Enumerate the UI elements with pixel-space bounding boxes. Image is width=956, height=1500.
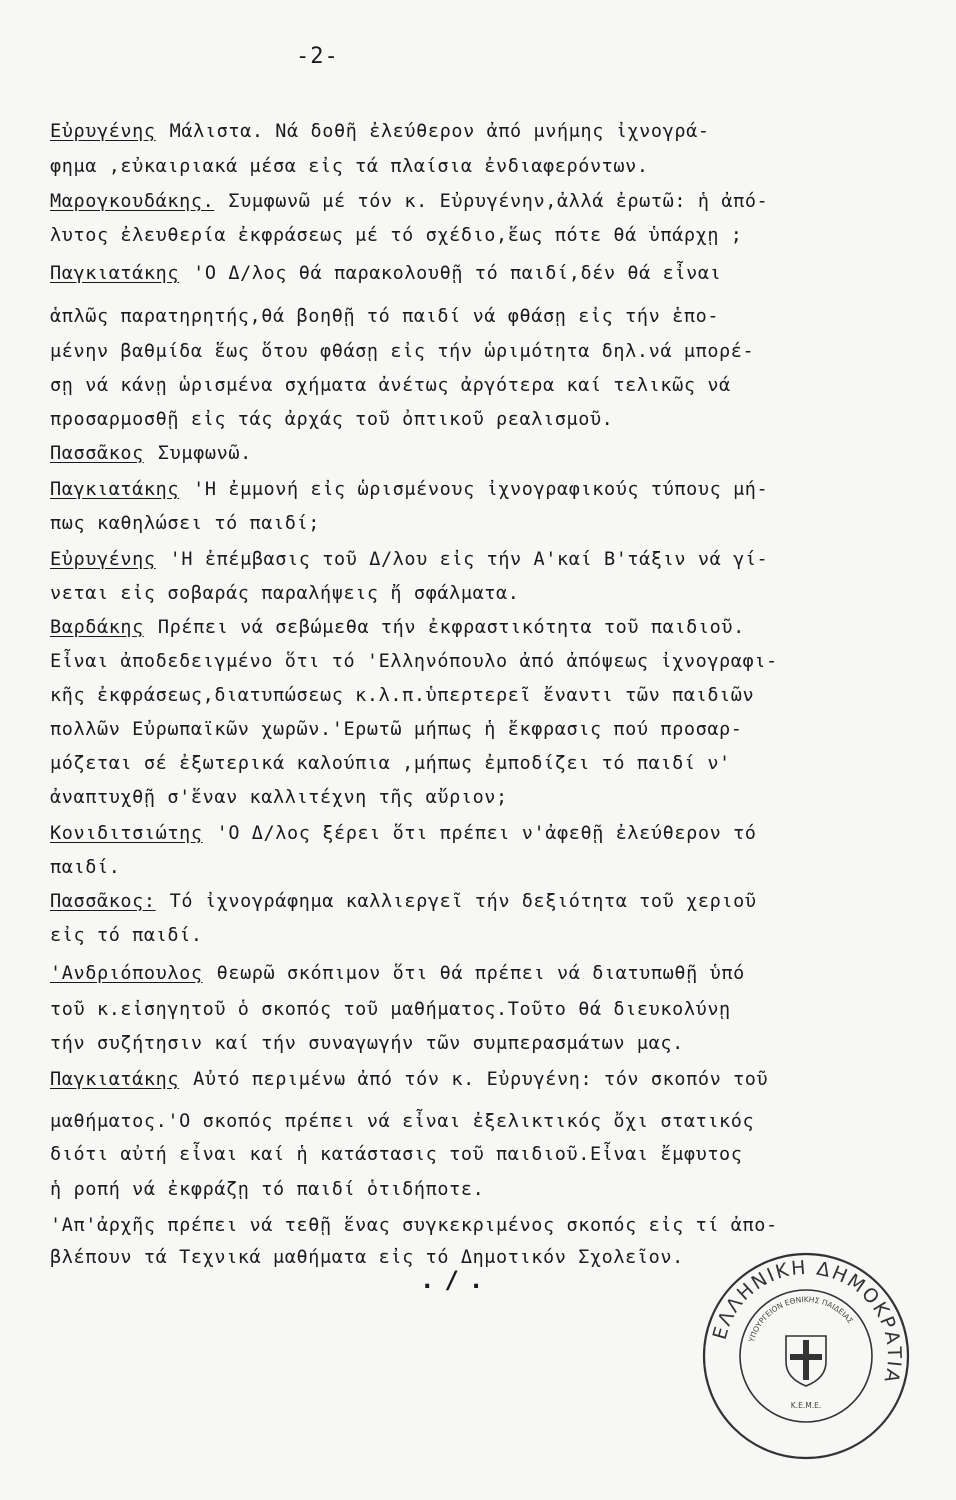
- transcript-line: [50, 340, 920, 364]
- transcript-line: [50, 478, 920, 502]
- transcript-line: [50, 442, 920, 466]
- speaker-name: Παγκιατάκης: [50, 263, 180, 284]
- line-text: Τό ἰχνογράφημα καλλιεργεῖ τήν δεξιότητα τοῦ χεριοῦ: [169, 891, 757, 912]
- line-text: τήν συζήτησιν καί τήν συναγωγήν τῶν συμπερασμάτων μας.: [50, 1033, 684, 1054]
- line-text: ἁπλῶς παρατηρητής,θά βοηθῇ τό παιδί νά φθάσῃ εἰς τήν ἑπο-: [50, 306, 720, 327]
- speaker-name: Παγκιατάκης: [50, 479, 180, 500]
- seal-bottom-text: Κ.Ε.Μ.Ε.: [790, 1401, 822, 1410]
- line-text: Μάλιστα. Νά δοθῆ ἐλεύθερον ἀπό μνήμης ἰχνογρά-: [169, 121, 710, 142]
- transcript-line: [50, 924, 920, 948]
- transcript-line: [50, 305, 920, 329]
- continuation-mark: ./.: [420, 1266, 494, 1294]
- line-text: νεται εἰς σοβαράς παραλήψεις ἤ σφάλματα.: [50, 583, 520, 604]
- speaker-name: Μαρογκουδάκης.: [50, 191, 215, 212]
- line-text: προσαρμοσθῇ εἰς τάς ἀρχάς τοῦ ὀπτικοῦ ρεαλισμοῦ.: [50, 409, 614, 430]
- transcript-line: [50, 548, 920, 572]
- transcript-line: [50, 650, 920, 674]
- speaker-name: Πασσᾶκος: [50, 443, 144, 464]
- line-text: μένην βαθμίδα ἕως ὅτου φθάσῃ εἰς τήν ὡριμότητα δηλ.νά μπορέ-: [50, 341, 755, 362]
- transcript-line: [50, 822, 920, 846]
- line-text: μόζεται σέ ἐξωτερικά καλούπια ,μήπως ἐμποδίζει τό παιδί ν': [50, 753, 731, 774]
- transcript-line: [50, 890, 920, 914]
- transcript-line: [50, 998, 920, 1022]
- transcript-line: [50, 582, 920, 606]
- line-text: παιδί.: [50, 857, 121, 878]
- transcript-line: [50, 616, 920, 640]
- line-text: Συμφωνῶ μέ τόν κ. Εὐρυγένην,ἀλλά ἐρωτῶ: ἡ ἀπό-: [228, 191, 769, 212]
- seal-inner-text: ΥΠΟΥΡΓΕΙΟΝ ΕΘΝΙΚΗΣ ΠΑΙΔΕΙΑΣ: [746, 1294, 855, 1344]
- transcript-line: [50, 752, 920, 776]
- speaker-name: Παγκιατάκης: [50, 1069, 180, 1090]
- line-text: διότι αὐτή εἶναι καί ἡ κατάστασις τοῦ παιδιοῦ.Εἶναι ἔμφυτος: [50, 1144, 743, 1165]
- transcript-line: [50, 262, 920, 286]
- line-text: φημα ,εὐκαιριακά μέσα εἰς τά πλαίσια ἐνδιαφερόντων.: [50, 156, 649, 177]
- line-text: μαθήματος.'Ο σκοπός πρέπει νά εἶναι ἐξελικτικός ὄχι στατικός: [50, 1111, 755, 1132]
- transcript-line: [50, 120, 920, 144]
- line-text: τοῦ κ.εἰσηγητοῦ ὁ σκοπός τοῦ μαθήματος.Τοῦτο θά διευκολύνῃ: [50, 999, 731, 1020]
- speaker-name: 'Ανδριόπουλος: [50, 963, 203, 984]
- line-text: Πρέπει νά σεβώμεθα τήν ἐκφραστικότητα τοῦ παιδιοῦ.: [157, 617, 745, 638]
- transcript-line: [50, 786, 920, 810]
- line-text: 'Η ἐμμονή εἰς ὡρισμένους ἰχνογραφικούς τύπους μή-: [193, 479, 769, 500]
- transcript-line: [50, 224, 920, 248]
- line-text: Συμφωνῶ.: [157, 443, 252, 464]
- line-text: Αὐτό περιμένω ἀπό τόν κ. Εὐρυγένη: τόν σκοπόν τοῦ: [193, 1069, 769, 1090]
- transcript-line: [50, 1110, 920, 1134]
- transcript-line: [50, 374, 920, 398]
- line-text: σῃ νά κάνῃ ὡρισμένα σχήματα ἀνέτως ἀργότερα καί τελικῶς νά: [50, 375, 731, 396]
- line-text: λυτος ἐλευθερία ἐκφράσεως μέ τό σχέδιο,ἕως πότε θά ὑπάρχῃ ;: [50, 225, 743, 246]
- line-text: πολλῶν Εὐρωπαϊκῶν χωρῶν.'Ερωτῶ μήπως ἡ ἔκφρασις πού προσαρ-: [50, 719, 743, 740]
- transcript-line: [50, 512, 920, 536]
- line-text: 'Η ἐπέμβασις τοῦ Δ/λου εἰς τήν Α'καί Β'τάξιν νά γί-: [169, 549, 769, 570]
- transcript-line: [50, 1032, 920, 1056]
- transcript-line: [50, 718, 920, 742]
- line-text: Εἶναι ἀποδεδειγμένο ὅτι τό 'Ελληνόπουλο ἀπό ἀπόψεως ἰχνογραφι-: [50, 651, 778, 672]
- speaker-name: Βαρδάκης: [50, 617, 144, 638]
- speaker-name: Εὐρυγένης: [50, 549, 156, 570]
- line-text: ἡ ροπή νά ἐκφράζῃ τό παιδί ὁτιδήποτε.: [50, 1179, 485, 1200]
- line-text: πως καθηλώσει τό παιδί;: [50, 513, 320, 534]
- line-text: 'Ο Δ/λος ξέρει ὅτι πρέπει ν'ἀφεθῇ ἐλεύθερον τό: [216, 823, 757, 844]
- transcript-line: [50, 1178, 920, 1202]
- speaker-name: Πασσᾶκος:: [50, 891, 156, 912]
- transcript-line: [50, 1068, 920, 1092]
- seal-outer-text: ΕΛΛΗΝΙΚΗ ΔΗΜΟΚΡΑΤΙΑ: [708, 1256, 906, 1387]
- transcript-line: [50, 190, 920, 214]
- line-text: ἀναπτυχθῇ σ'ἕναν καλλιτέχνη τῆς αὔριον;: [50, 787, 508, 808]
- page-number: -2-: [296, 44, 339, 69]
- transcript-line: [50, 408, 920, 432]
- transcript-line: [50, 962, 920, 986]
- speaker-name: Εὐρυγένης: [50, 121, 156, 142]
- speaker-name: Κονιδιτσιώτης: [50, 823, 203, 844]
- line-text: κῆς ἐκφράσεως,διατυπώσεως κ.λ.π.ὑπερτερεῖ ἔναντι τῶν παιδιῶν: [50, 685, 755, 706]
- transcript-line: [50, 155, 920, 179]
- line-text: βλέπουν τά Τεχνικά μαθήματα εἰς τό Δημοτικόν Σχολεῖον.: [50, 1247, 684, 1268]
- transcript-line: [50, 684, 920, 708]
- transcript-line: [50, 1214, 920, 1238]
- line-text: εἰς τό παιδί.: [50, 925, 203, 946]
- transcript-line: [50, 1143, 920, 1167]
- line-text: θεωρῶ σκόπιμον ὅτι θά πρέπει νά διατυπωθῇ ὑπό: [216, 963, 745, 984]
- transcript-line: [50, 856, 920, 880]
- line-text: 'Ο Δ/λος θά παρακολουθῇ τό παιδί,δέν θά εἶναι: [193, 263, 722, 284]
- official-seal: [700, 1250, 912, 1462]
- seal-graphic: [700, 1250, 912, 1462]
- line-text: 'Απ'ἀρχῆς πρέπει νά τεθῇ ἕνας συγκεκριμένος σκοπός εἰς τί ἀπο-: [50, 1215, 778, 1236]
